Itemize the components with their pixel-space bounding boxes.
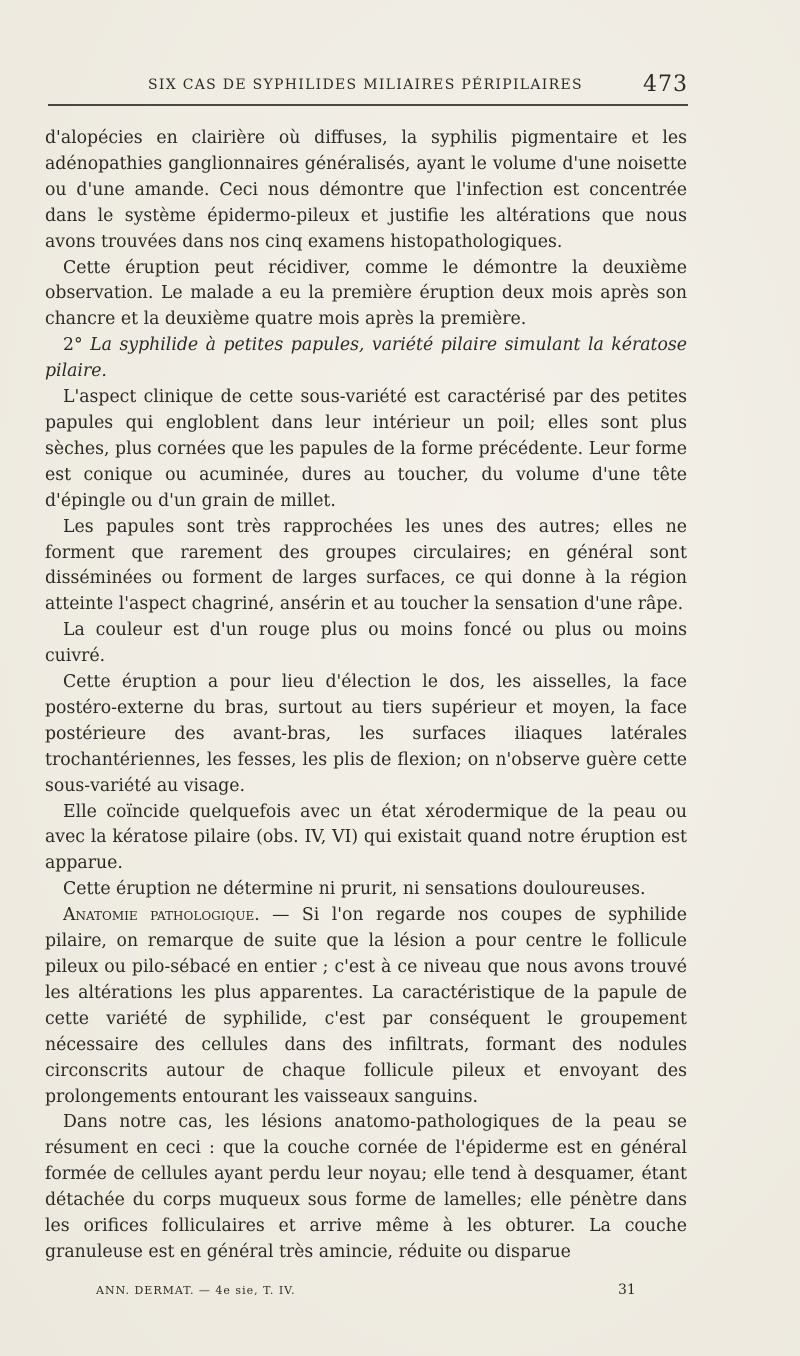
paragraph <box>45 800 687 878</box>
paragraph-text: Dans notre cas, les lésions anatomo-pathologiques de la peau se résument en ceci : que la couche cornée de l'épiderme est en général formée de cellules ayant perdu leur noyau; elle tend à desquamer, étant détachée du corps muqueux sous forme de lamelles; elle pénètre dans les orifices folliculaires et arrive même à les obturer. La couche granuleuse est en général très amincie, réduite ou disparue <box>45 1112 687 1262</box>
paragraph <box>45 515 687 619</box>
paragraph <box>45 385 687 515</box>
paragraph <box>45 903 687 1110</box>
running-title: SIX CAS DE SYPHILIDES MILIAIRES PÉRIPILAIRES <box>148 77 583 93</box>
footer-signature: 31 <box>618 1282 636 1298</box>
section-title: La syphilide à petites papules, variété pilaire simulant la kératose pilaire. <box>45 335 687 382</box>
paragraph-text: L'aspect clinique de cette sous-variété est caractérisé par des petites papules qui engloblent dans leur intérieur un poil; elles sont plus sèches, plus cornées que les papules de la forme précédente. Leur forme est conique ou acuminée, dures au toucher, du volume d'une tête d'épingle ou d'un grain de millet. <box>45 387 687 511</box>
paragraph <box>45 126 687 256</box>
paragraph-text: — Si l'on regarde nos coupes de syphilide pilaire, on remarque de suite que la lésion a pour centre le follicule pileux ou pilo-sébacé en entier ; c'est à ce niveau que nous avons trouvé les altérations les plus apparentes. La caractéristique de la papule de cette variété de syphilide, c'est par conséquent le groupement nécessaire des cellules dans des infiltrats, formant des nodules circonscrits autour de chaque follicule pileux et envoyant des prolongements entourant les vaisseaux sanguins. <box>45 905 687 1107</box>
paragraph-text: Cette éruption a pour lieu d'élection le dos, les aisselles, la face postéro-externe du bras, surtout au tiers supérieur et moyen, la face postérieure des avant-bras, les surfaces iliaques latérales trochantériennes, les fesses, les plis de flexion; on n'observe guère cette sous-variété au visage. <box>45 672 687 796</box>
paragraph-text: La couleur est d'un rouge plus ou moins foncé ou plus ou moins cuivré. <box>45 620 687 667</box>
paragraph-text: Cette éruption ne détermine ni prurit, ni sensations douloureuses. <box>63 879 646 900</box>
paragraph-text: Elle coïncide quelquefois avec un état xérodermique de la peau ou avec la kératose pilaire (obs. IV, VI) qui existait quand notre éruption est apparue. <box>45 801 687 874</box>
page-number: 473 <box>643 72 688 97</box>
running-head <box>48 74 688 102</box>
section-heading <box>45 333 687 385</box>
page-footer <box>48 1282 688 1302</box>
subsection-heading: Anatomie pathologique. <box>63 905 260 926</box>
paragraph <box>45 1110 687 1265</box>
paragraph <box>45 618 687 670</box>
paragraph-text: Les papules sont très rapprochées les unes des autres; elles ne forment que rarement des groupes circulaires; en général sont disséminées ou forment de larges surfaces, ce qui donne à la région atteinte l'aspect chagriné, ansérin et au toucher la sensation d'une râpe. <box>45 516 687 615</box>
body-text <box>45 126 687 1266</box>
section-number: 2° <box>63 335 83 356</box>
paragraph-text: d'alopécies en clairière où diffuses, la syphilis pigmentaire et les adénopathies ganglionnaires généralisés, ayant le volume d'une noisette ou d'une amande. Ceci nous démontre que l'infection est concentrée dans le système épidermo-pileux et justifie les altérations que nous avons trouvées dans nos cinq examens histopathologiques. <box>45 128 687 252</box>
paragraph <box>45 877 687 903</box>
header-rule <box>48 104 688 106</box>
paragraph <box>45 256 687 334</box>
paragraph <box>45 670 687 800</box>
footer-reference: ANN. DERMAT. — 4e sie, T. IV. <box>96 1284 296 1297</box>
paragraph-text: Cette éruption peut récidiver, comme le démontre la deuxième observation. Le malade a eu la première éruption deux mois après son chancre et la deuxième quatre mois après la première. <box>45 257 687 330</box>
